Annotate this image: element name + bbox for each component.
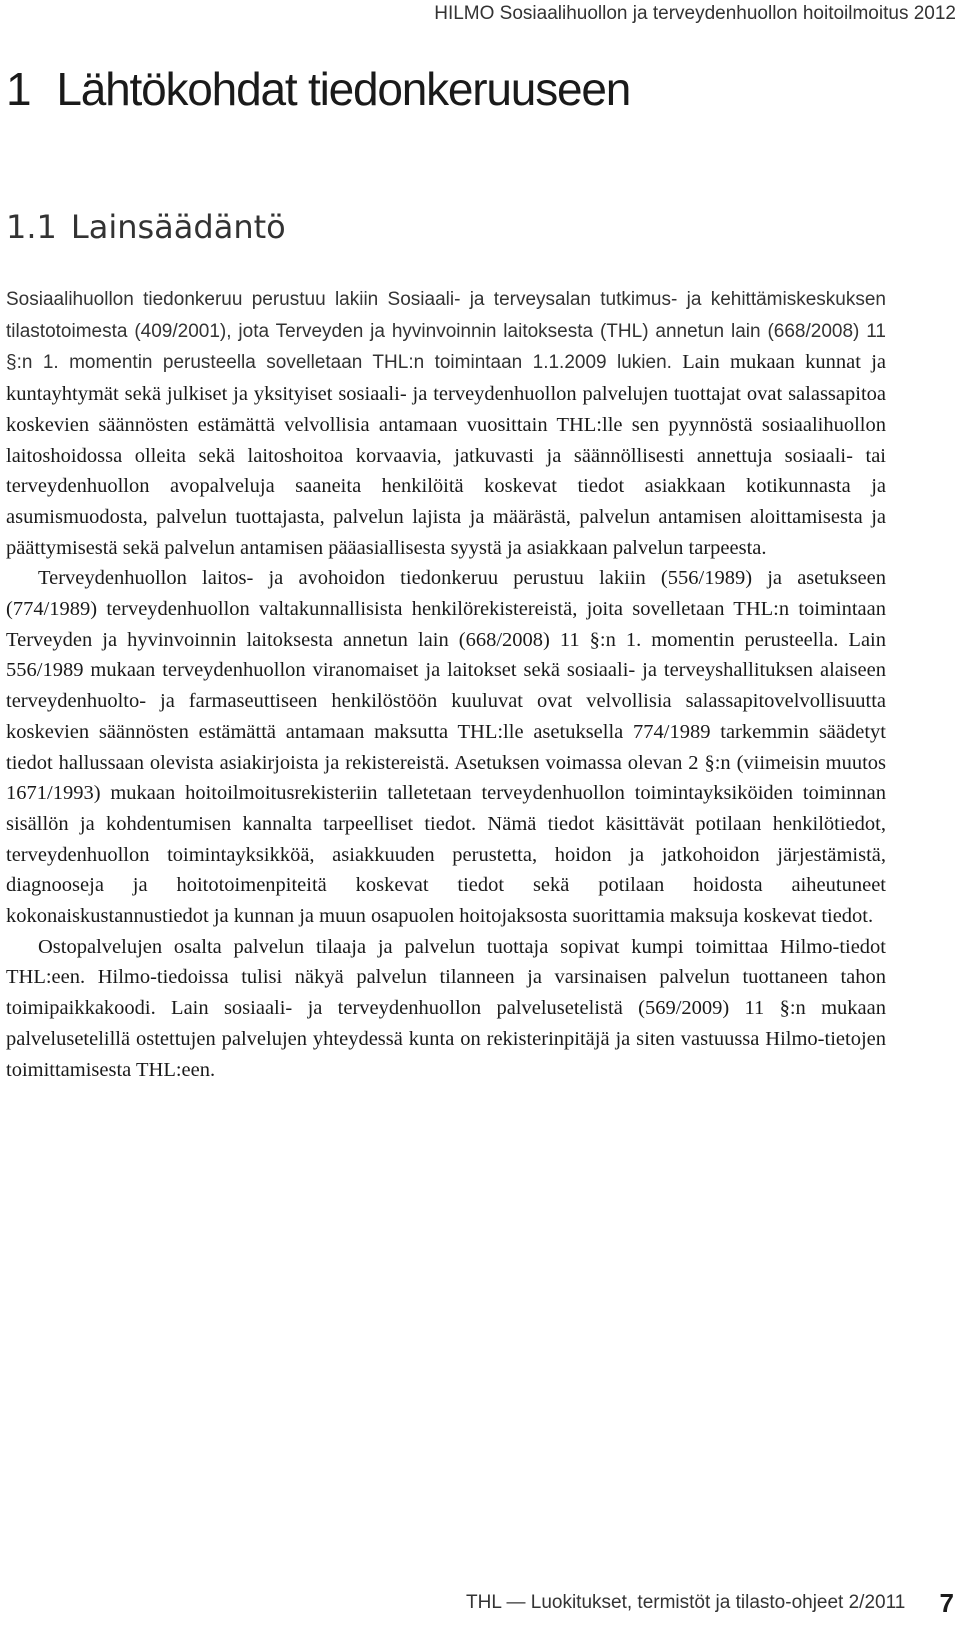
section-title-text: Lainsäädäntö xyxy=(70,208,286,246)
paragraph-1-rest: Lain mukaan kunnat ja kuntayhtymät sekä julkiset ja yksityiset sosiaali- ja terveydenhuollon palvelujen tuottajat ovat salassapitoa koskevien säännösten estämättä velvollisia antamaan vuosittain THL:lle sen pyynnöstä sosiaalihuollon laitoshoidossa olleita sekä laitoshoitoa korvaavia, jatkuvasti ja säännöllisesti annettuja sosiaali- tai terveydenhuollon avopalveluja saaneita henkilöitä koskevat tiedot asiakkaan kotikunnasta ja asumismuodosta, palvelun tuottajasta, palvelun lajista ja määrästä, palvelun antamisen aloittamisesta ja päättymisestä sekä palvelun antamisen pääasiallisesta syystä ja asiakkaan palvelun tarpeesta. xyxy=(6,351,886,559)
footer-publication: THL — Luokitukset, termistöt ja tilasto-ohjeet 2/2011 xyxy=(466,1592,906,1613)
paragraph-3: Ostopalvelujen osalta palvelun tilaaja ja palvelun tuottaja sopivat kumpi toimittaa Hilmo-tiedot THL:een. Hilmo-tiedoissa tulisi näkyä palvelun tilanneen ja varsinaisen palvelun tuottaneen tahon toimipaikkakoodi. Lain sosiaali- ja terveydenhuollon palvelusetelistä (569/2009) 11 §:n mukaan palvelusetelillä ostettujen palvelujen yhteydessä kunta on rekisterinpitäjä ja siten vastuussa Hilmo-tietojen toimittamisesta THL:een. xyxy=(6,935,886,1081)
running-header: HILMO Sosiaalihuollon ja terveydenhuollon hoitoilmoitus 2012 xyxy=(434,3,956,24)
section-number: 1.1 xyxy=(6,208,57,246)
paragraph-1 xyxy=(6,284,886,563)
chapter-number: 1 xyxy=(6,63,31,115)
paragraph-2: Terveydenhuollon laitos- ja avohoidon tiedonkeruu perustuu lakiin (556/1989) ja asetukseen (774/1989) terveydenhuollon valtakunnallisista henkilörekistereistä, joita sovelletaan THL:n toimintaan Terveyden ja hyvinvoinnin laitoksesta annetun lain (668/2008) 11 §:n 1. momentin perusteella. Lain 556/1989 mukaan terveydenhuollon viranomaiset ja laitokset sekä sosiaali- ja terveyshallituksen alaiseen terveydenhuolto- ja farmaseuttiseen henkilöstöön kuuluvat ovat velvollisia salassapitovelvollisuutta koskevien säännösten estämättä antamaan maksutta THL:lle asetuksella 774/1989 tarkemmin säädetyt tiedot hallussaan olevista asiakirjoista ja rekistereistä. Asetuksen voimassa olevan 2 §:n (viimeisin muutos 1671/1993) mukaan hoitoilmoitusrekisteriin talletetaan terveydenhuollon toimintayksiköiden toiminnan sisällön ja kohdentumisen kannalta tarpeelliset tiedot. Nämä tiedot käsittävät potilaan henkilötiedot, terveydenhuollon toimintayksikköä, asiakkuuden perustetta, hoidon ja jatkohoidon järjestämistä, diagnooseja ja hoitotoimenpiteitä koskevat tiedot sekä potilaan hoidosta aiheutuneet kokonaiskustannustiedot ja kunnan ja muun osapuolen hoitojaksosta suorittamia maksuja koskevat tiedot. xyxy=(6,567,886,928)
body-text xyxy=(6,284,886,1085)
chapter-title xyxy=(6,62,630,116)
paragraph-1-lead: Sosiaalihuollon tiedonkeruu perustuu lakiin Sosiaali- ja terveysalan tutkimus- ja kehittämiskeskuksen tilastotoimesta (409/2001), jota Terveyden ja hyvinvoinnin laitoksesta (THL) annetun lain (668/2008) 11 §:n 1. momentin perusteella sovelletaan THL:n toimintaan 1.1.2009 lukien. xyxy=(6,289,886,374)
section-title xyxy=(6,208,286,246)
page-number: 7 xyxy=(939,1588,954,1618)
chapter-title-text: Lähtökohdat tiedonkeruuseen xyxy=(56,63,631,115)
